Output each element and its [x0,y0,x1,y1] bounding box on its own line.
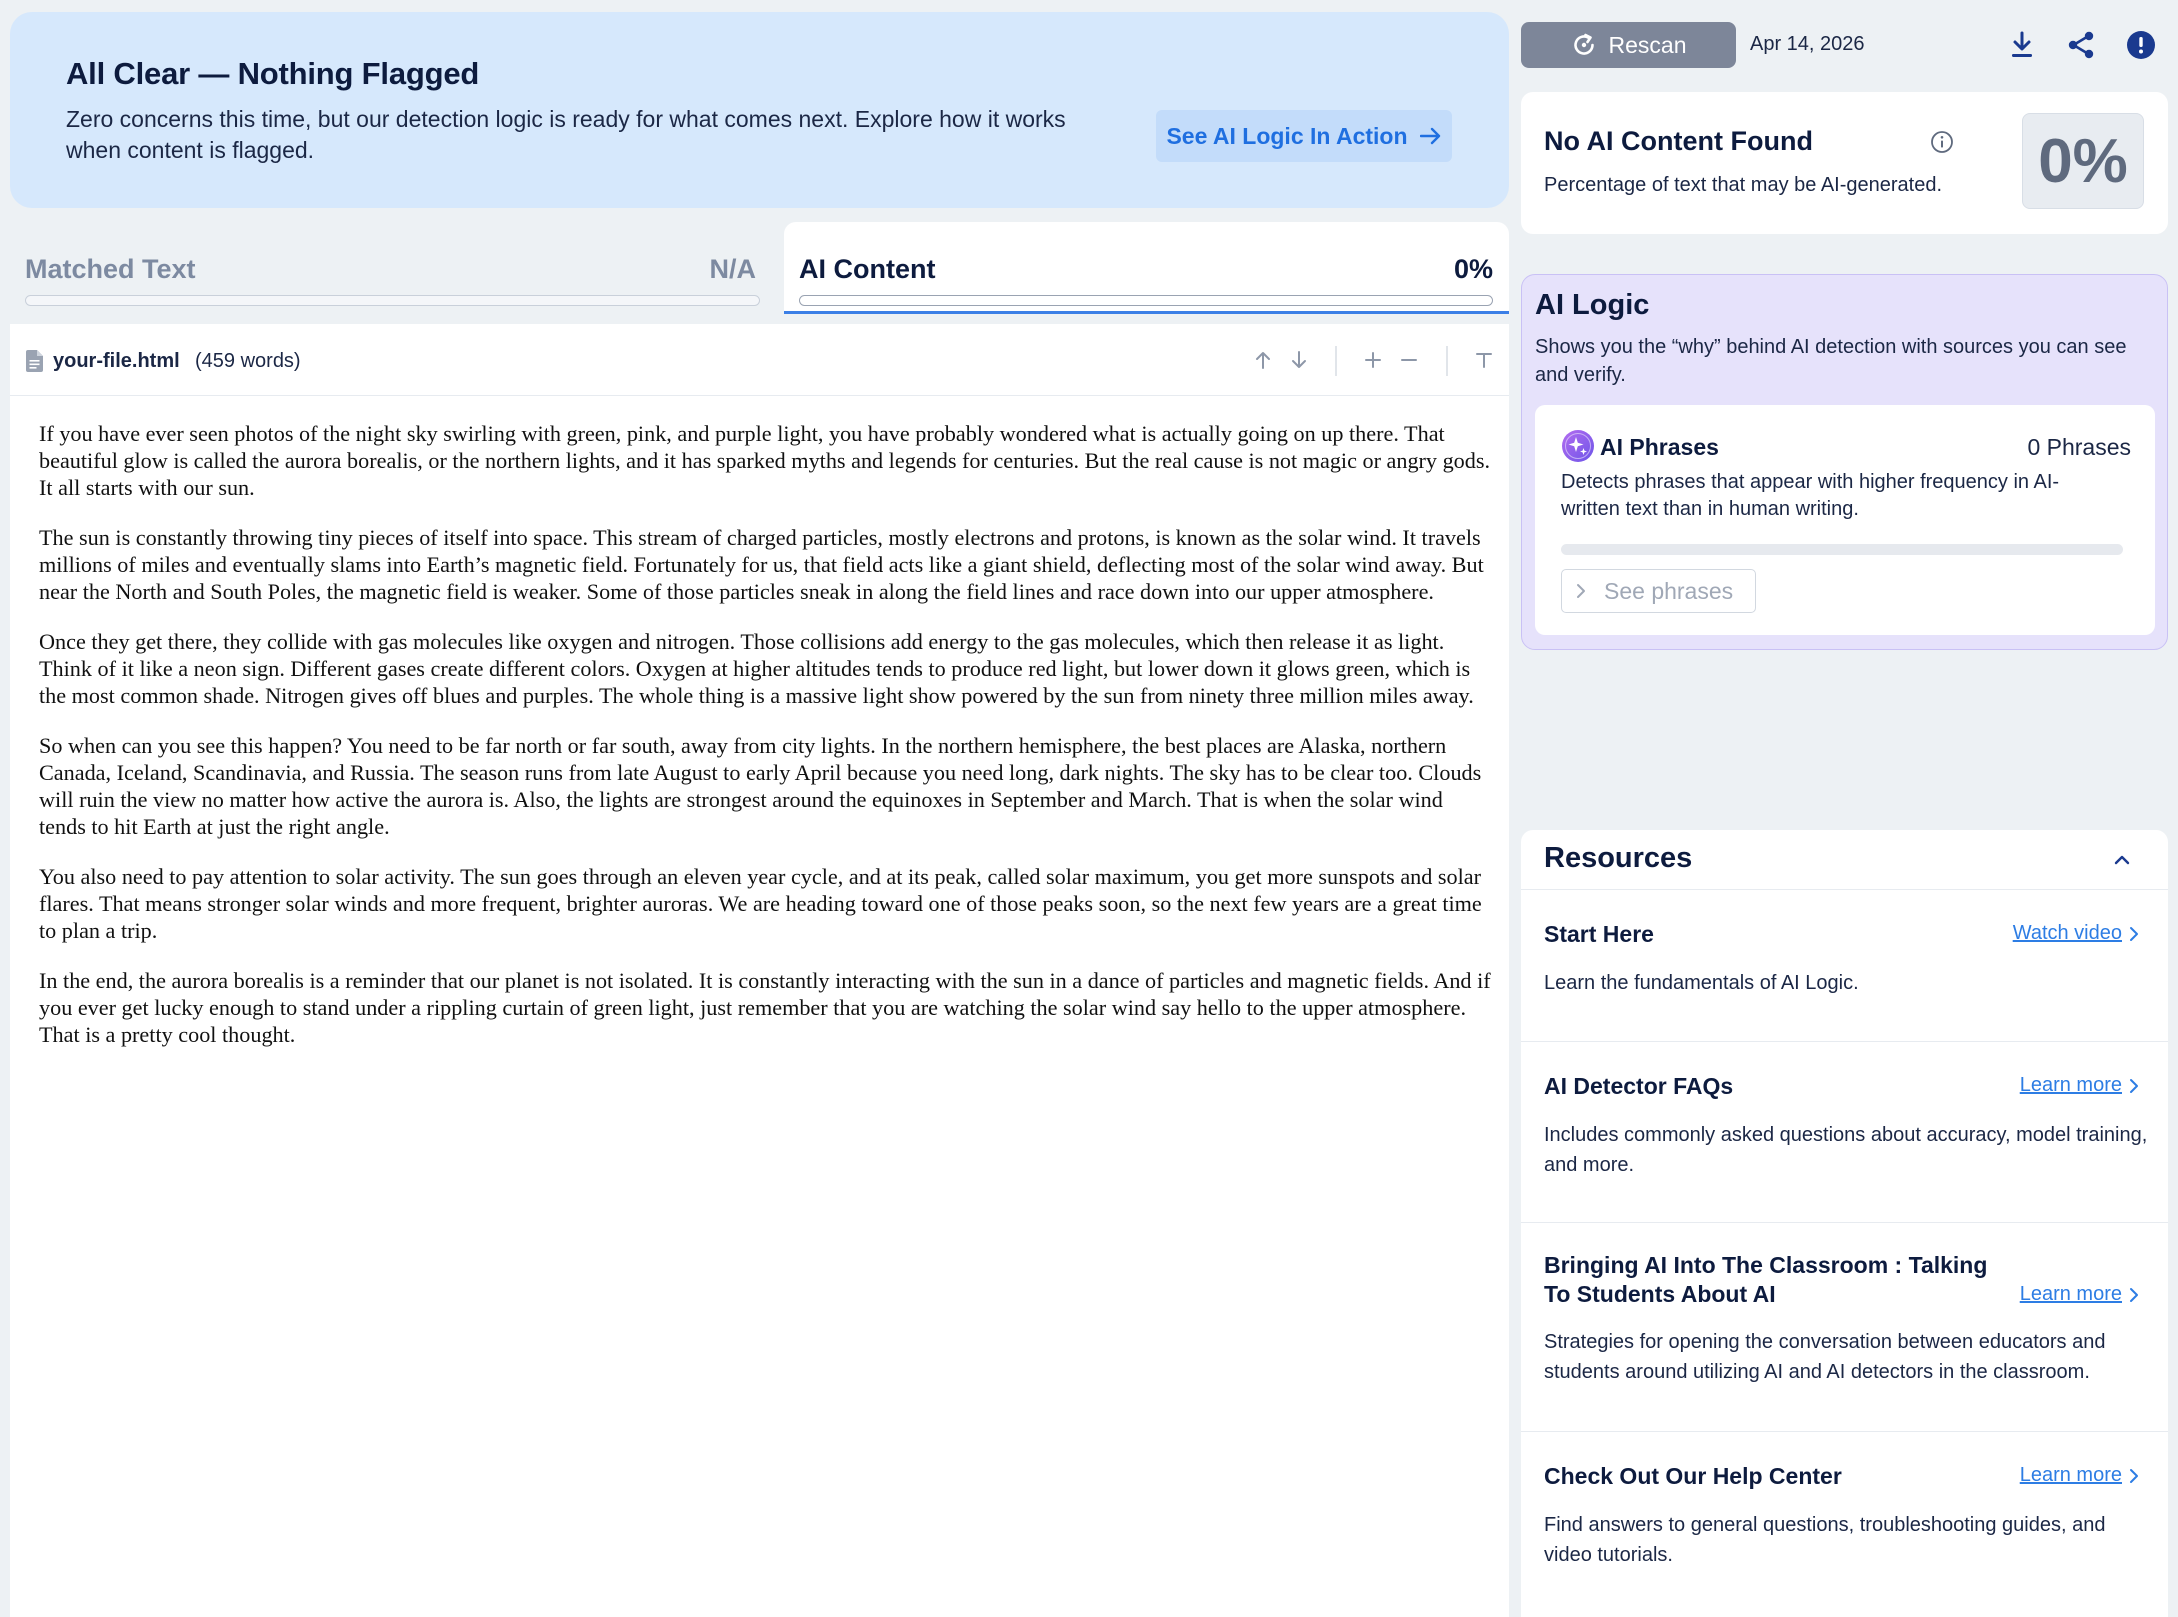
tab-matched-value: N/A [709,254,756,284]
arrow-down-icon [1290,350,1308,370]
report-date: Apr 14, 2026 [1750,33,1865,55]
learn-more-link[interactable]: Learn more [2019,1074,2122,1096]
ai-phrases-count: 0 Phrases [2027,434,2131,460]
see-ai-logic-label: See AI Logic In Action [1166,122,1408,149]
learn-more-link[interactable]: Learn more [2019,1283,2122,1305]
resource-description: Includes commonly asked questions about accuracy, model training, and more. [1544,1124,2148,1176]
text-format-button[interactable] [1473,348,1495,372]
previous-match-button[interactable] [1252,348,1274,372]
see-ai-logic-button[interactable] [1156,110,1452,162]
chevron-up-icon[interactable] [2112,850,2132,870]
toolbar-divider [1446,346,1448,376]
watch-video-link[interactable]: Watch video [2012,922,2122,944]
banner-text: Zero concerns this time, but our detection logic is ready for what comes next. Explore how it works when content is flagged. [66,106,1066,163]
file-icon [26,350,43,372]
rescan-label: Rescan [1608,31,1687,58]
info-icon[interactable] [1930,130,1954,154]
document-paragraph: In the end, the aurora borealis is a reminder that our planet is not isolated. It is constantly interacting with the sun in a dance of particles and magnetic fields. And if you ever get lucky enough to stand under a rippling curtain of green light, just remember that you are watching the solar wind say hello to the upper atmosphere. That is a pretty cool thought. [39,968,1491,1047]
tab-ai-content[interactable] [784,222,1509,314]
sparkle-icon [1561,429,1595,463]
download-icon [2009,31,2035,59]
document-paragraph: So when can you see this happen? You need to be far north or far south, away from city lights. In the northern hemisphere, the best places are Alaska, northern Canada, Iceland, Scandinavia, and Russia. The season runs from late August to early April because you need long, dark nights. The sky has to be clear too. Clouds will ruin the view no matter how active the aurora is. Also, the lights are strongest around the equinoxes in September and March. That is when the solar wind tends to hit Earth at just the right angle. [39,733,1482,839]
ai-summary-card [1521,92,2168,234]
share-icon [2066,30,2096,60]
ai-progress-bar [799,295,1493,306]
resource-description: Strategies for opening the conversation between educators and students around utilizing AI and AI detectors in the classroom. [1544,1331,2106,1383]
ai-phrases-description: Detects phrases that appear with higher frequency in AI-written text than in human writing. [1561,471,2060,520]
zoom-out-button[interactable] [1398,348,1420,372]
arrow-right-icon [1420,127,1442,145]
matched-progress-bar [25,295,760,306]
chevron-right-icon [2129,1078,2139,1094]
refresh-icon [1571,32,1597,58]
resource-item [1521,1223,2168,1432]
word-count: (459 words) [195,350,301,372]
resource-description: Learn the fundamentals of AI Logic. [1544,972,1859,994]
document-text [39,420,1491,1071]
learn-more-link[interactable]: Learn more [2019,1464,2122,1486]
ai-phrases-card [1535,405,2155,635]
resource-title: Check Out Our Help Center [1544,1463,1842,1489]
ai-phrases-title: AI Phrases [1600,434,1719,460]
ai-percentage: 0% [2022,113,2144,209]
tab-matched-text[interactable] [10,222,780,312]
resource-item [1521,1432,2168,1617]
report-tabs [10,222,1509,324]
download-button[interactable] [2005,28,2039,62]
tab-ai-value: 0% [1453,254,1493,284]
resources-title: Resources [1544,842,1693,874]
next-match-button[interactable] [1288,348,1310,372]
resource-title: Bringing AI Into The Classroom : Talking To Students About AI [1544,1252,1988,1307]
ai-logic-title: AI Logic [1535,289,1650,321]
ai-phrases-progress-bar [1561,544,2123,555]
zoom-in-button[interactable] [1362,348,1384,372]
ai-logic-subtitle: Shows you the “why” behind AI detection with sources you can see and verify. [1535,336,2127,386]
report-issue-button[interactable] [2124,28,2158,62]
chevron-right-icon [2129,1468,2139,1484]
document-toolbar [10,324,1509,396]
ai-logic-panel [1521,274,2168,650]
resource-description: Find answers to general questions, troubleshooting guides, and video tutorials. [1544,1514,2106,1566]
resource-title: Start Here [1544,921,1654,947]
see-phrases-button[interactable] [1561,569,1756,613]
tab-ai-label: AI Content [799,254,936,284]
document-paragraph: The sun is constantly throwing tiny pieces of itself into space. This stream of charged particles, mostly electrons and protons, is known as the solar wind. It travels millions of miles and eventually slams into Earth’s magnetic field. Fortunately for us, that field acts like a giant shield, deflecting most of the solar wind away. But near the North and South Poles, the magnetic field is weaker. Some of those particles sneak in along the field lines and race down into our upper atmosphere. [39,525,1484,604]
chevron-right-icon [1576,583,1586,599]
report-topbar [1521,22,2168,68]
resources-header[interactable] [1521,830,2168,890]
plus-icon [1364,351,1382,369]
document-viewer [10,324,1509,1617]
rescan-button[interactable] [1521,22,1736,68]
chevron-right-icon [2129,926,2139,942]
summary-subtitle: Percentage of text that may be AI-generated. [1544,174,1943,196]
resource-item [1521,890,2168,1042]
resource-item [1521,1042,2168,1223]
document-paragraph: You also need to pay attention to solar activity. The sun goes through an eleven year cycle, and at its peak, called solar maximum, you get more sunspots and solar flares. That means stronger solar winds and more frequent, brighter auroras. We are heading toward one of those peaks soon, so the next few years are a great time to plan a trip. [39,864,1482,943]
share-button[interactable] [2064,28,2098,62]
resources-panel [1521,830,2168,1617]
resource-title: AI Detector FAQs [1544,1073,1734,1099]
document-paragraph: Once they get there, they collide with gas molecules like oxygen and nitrogen. Those collisions add energy to the gas molecules, which then release it as light. Think of it like a neon sign. Different gases create different colors. Oxygen at higher altitudes tends to produce red light, but lower down it glows green, which is the most common shade. Nitrogen gives off blues and purples. The whole thing is a massive light show powered by the sun from ninety three million miles away. [39,629,1474,708]
all-clear-banner [10,12,1509,208]
toolbar-divider [1335,346,1337,376]
document-paragraph: If you have ever seen photos of the night sky swirling with green, pink, and purple light, you have probably wondered what is actually going on up there. That beautiful glow is called the aurora borealis, or the northern lights, and it has sparked myths and legends for centuries. But the real cause is not magic or angry gods. It all starts with our sun. [39,421,1491,500]
tab-matched-label: Matched Text [25,254,196,284]
banner-title: All Clear — Nothing Flagged [66,56,480,91]
text-icon [1475,351,1493,369]
see-phrases-label: See phrases [1604,577,1734,604]
arrow-up-icon [1254,350,1272,370]
summary-title: No AI Content Found [1544,126,1813,156]
file-name: your-file.html [53,350,180,372]
chevron-right-icon [2129,1287,2139,1303]
alert-icon [2126,30,2156,60]
report-main [10,12,1509,1617]
minus-icon [1400,351,1418,369]
